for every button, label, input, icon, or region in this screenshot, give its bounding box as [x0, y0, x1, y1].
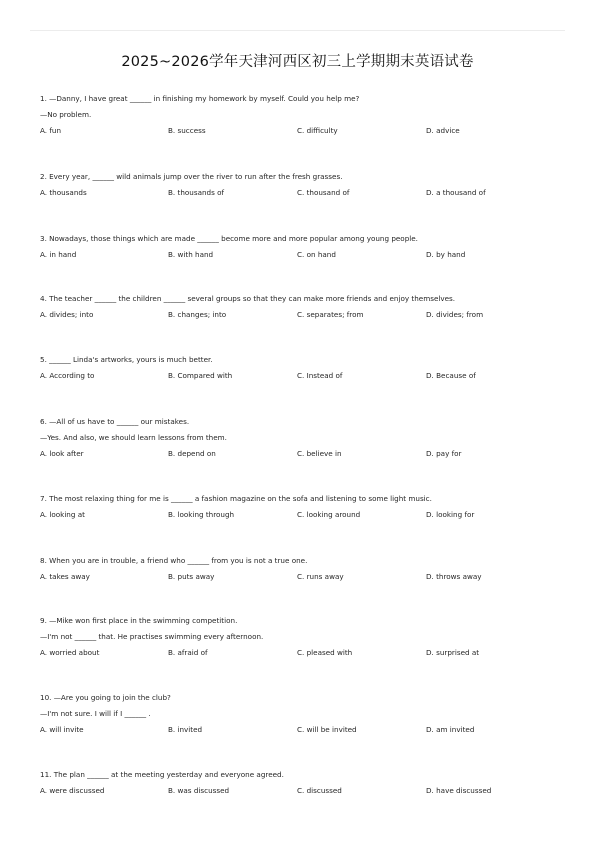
- option-c: C. thousand of: [297, 188, 350, 197]
- question-3: [40, 231, 560, 263]
- option-d: D. have discussed: [426, 786, 492, 795]
- option-b: B. invited: [168, 725, 203, 734]
- options-row: [40, 446, 560, 462]
- question-1: [40, 91, 560, 139]
- option-c: C. looking around: [297, 510, 361, 519]
- question-11: [40, 767, 560, 799]
- options-row: [40, 722, 560, 738]
- option-d: D. divides; from: [426, 310, 484, 319]
- option-c: C. difficulty: [297, 126, 338, 135]
- option-c: C. discussed: [297, 786, 342, 795]
- option-b: B. depend on: [168, 449, 216, 458]
- option-d: D. by hand: [426, 250, 466, 259]
- question-7: [40, 491, 560, 523]
- header-divider: [30, 30, 565, 31]
- question-stem: 1. —Danny, I have great ______ in finishing my homework by myself. Could you help me?: [40, 94, 360, 103]
- options-row: [40, 368, 560, 384]
- options-row: [40, 247, 560, 263]
- options-row: [40, 185, 560, 201]
- option-c: C. runs away: [297, 572, 344, 581]
- option-b: B. afraid of: [168, 648, 208, 657]
- options-row: [40, 123, 560, 139]
- option-a: A. will invite: [40, 725, 84, 734]
- option-d: D. throws away: [426, 572, 482, 581]
- option-d: D. Because of: [426, 371, 476, 380]
- option-c: C. will be invited: [297, 725, 357, 734]
- question-stem: 5. ______ Linda's artworks, yours is much better.: [40, 355, 213, 364]
- question-6: [40, 414, 560, 462]
- question-5: [40, 352, 560, 384]
- option-b: B. thousands of: [168, 188, 225, 197]
- options-row: [40, 507, 560, 523]
- question-stem: 8. When you are in trouble, a friend who ______ from you is not a true one.: [40, 556, 308, 565]
- options-row: [40, 783, 560, 799]
- options-row: [40, 307, 560, 323]
- option-c: C. separates; from: [297, 310, 364, 319]
- option-a: A. fun: [40, 126, 62, 135]
- question-10: [40, 690, 560, 738]
- question-stem: 3. Nowadays, those things which are made ______ become more and more popular among young people.: [40, 234, 418, 243]
- option-c: C. pleased with: [297, 648, 353, 657]
- question-dialogue-line: —Yes. And also, we should learn lessons from them.: [40, 433, 227, 442]
- option-a: A. worried about: [40, 648, 100, 657]
- option-b: B. looking through: [168, 510, 235, 519]
- question-9: [40, 613, 560, 661]
- question-stem: 6. —All of us have to ______ our mistakes.: [40, 417, 190, 426]
- option-b: B. success: [168, 126, 206, 135]
- option-b: B. Compared with: [168, 371, 233, 380]
- question-8: [40, 553, 560, 585]
- option-d: D. pay for: [426, 449, 462, 458]
- option-d: D. a thousand of: [426, 188, 486, 197]
- option-d: D. advice: [426, 126, 460, 135]
- question-stem: 9. —Mike won first place in the swimming competition.: [40, 616, 238, 625]
- question-4: [40, 291, 560, 323]
- question-stem: 10. —Are you going to join the club?: [40, 693, 171, 702]
- option-a: A. were discussed: [40, 786, 105, 795]
- page-title: 2025~2026学年天津河西区初三上学期期末英语试卷: [121, 54, 474, 70]
- question-dialogue-line: —No problem.: [40, 110, 92, 119]
- question-stem: 7. The most relaxing thing for me is ______ a fashion magazine on the sofa and listening to some light music.: [40, 494, 432, 503]
- option-b: B. puts away: [168, 572, 215, 581]
- options-row: [40, 645, 560, 661]
- option-c: C. on hand: [297, 250, 336, 259]
- option-b: B. was discussed: [168, 786, 230, 795]
- question-dialogue-line: —I'm not ______ that. He practises swimming every afternoon.: [40, 632, 264, 641]
- option-a: A. takes away: [40, 572, 90, 581]
- option-a: A. in hand: [40, 250, 77, 259]
- option-d: D. surprised at: [426, 648, 480, 657]
- question-stem: 2. Every year, ______ wild animals jump over the river to run after the fresh grasses.: [40, 172, 343, 181]
- options-row: [40, 569, 560, 585]
- option-c: C. believe in: [297, 449, 342, 458]
- option-d: D. am invited: [426, 725, 475, 734]
- question-stem: 11. The plan ______ at the meeting yesterday and everyone agreed.: [40, 770, 284, 779]
- option-a: A. looking at: [40, 510, 85, 519]
- option-a: A. look after: [40, 449, 84, 458]
- option-a: A. thousands: [40, 188, 87, 197]
- question-2: [40, 169, 560, 201]
- option-a: A. According to: [40, 371, 95, 380]
- option-d: D. looking for: [426, 510, 475, 519]
- option-b: B. with hand: [168, 250, 214, 259]
- option-a: A. divides; into: [40, 310, 94, 319]
- option-b: B. changes; into: [168, 310, 227, 319]
- option-c: C. Instead of: [297, 371, 343, 380]
- question-stem: 4. The teacher ______ the children ______ several groups so that they can make more friends and enjoy themselves.: [40, 294, 456, 303]
- question-dialogue-line: —I'm not sure. I will if I ______ .: [40, 709, 151, 718]
